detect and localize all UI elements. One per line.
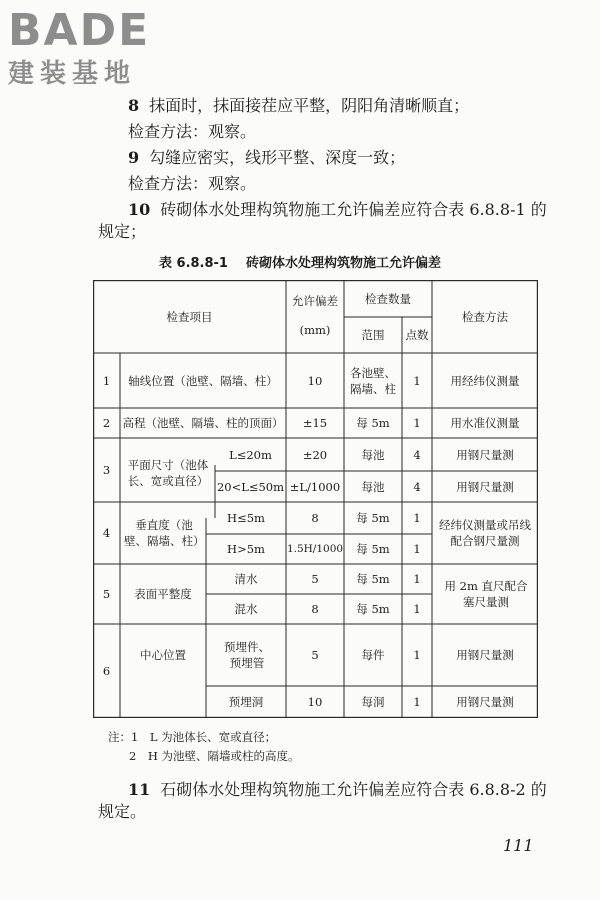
row1-method: 用经纬仪测量 xyxy=(450,373,520,388)
row5-method: 用 2m 直尺配合塞尺量测 xyxy=(444,579,528,609)
page-number: 111 xyxy=(503,836,534,855)
clause-number: 8 xyxy=(128,96,140,115)
header-tolerance: 允许偏差 xyxy=(292,294,338,308)
row3-method1: 用钢尺量测 xyxy=(456,447,514,462)
logo-wordmark: BADE xyxy=(8,5,151,56)
row3-method2: 用钢尺量测 xyxy=(456,479,514,494)
row1-points: 1 xyxy=(413,373,421,388)
row2-no: 2 xyxy=(102,416,111,430)
header-qty: 检查数量 xyxy=(365,291,411,306)
row2-points: 1 xyxy=(413,416,421,430)
row5-range1: 每 5m xyxy=(356,572,390,586)
row4-range1: 每 5m xyxy=(356,511,390,525)
row2-tolerance: ±15 xyxy=(302,416,328,430)
row4-points2: 1 xyxy=(413,542,421,556)
row3-range2: 每池 xyxy=(361,479,385,494)
row4-points1: 1 xyxy=(413,511,421,525)
header-unit: (mm) xyxy=(299,323,331,337)
table-notes xyxy=(108,728,300,766)
table-number: 表 6.8.8-1 xyxy=(159,256,228,271)
clause-11-continued: 规定。 xyxy=(98,802,147,821)
row4-tolerance1: 8 xyxy=(311,511,319,525)
row1-item: 轴线位置（池壁、隔墙、柱） xyxy=(128,373,278,388)
row4-range2: 每 5m xyxy=(356,542,390,556)
row5-tolerance2: 8 xyxy=(311,602,319,616)
clause-text: 抹面时，抹面接茬应平整，阴阳角清晰顺直； xyxy=(149,96,470,115)
row5-sub1: 清水 xyxy=(234,572,258,586)
row1-tolerance: 10 xyxy=(307,373,323,388)
row5-no: 5 xyxy=(102,587,111,601)
row5-points2: 1 xyxy=(413,602,421,616)
row1-range: 各池壁、隔墙、柱 xyxy=(350,365,396,396)
row6-item: 中心位置 xyxy=(140,648,186,662)
row6-points2: 1 xyxy=(413,695,421,709)
row3-points1: 4 xyxy=(413,447,421,462)
clause-number: 9 xyxy=(128,148,140,167)
row3-tolerance1: ±20 xyxy=(302,447,328,462)
row4-sub1: H≤5m xyxy=(227,511,265,525)
clause-10 xyxy=(128,199,547,221)
header-points: 点数 xyxy=(405,328,429,342)
row4-item: 垂直度（池壁、隔墙、柱） xyxy=(124,518,205,548)
row2-range: 每 5m xyxy=(356,416,390,430)
row4-tolerance2: 1.5H/1000 xyxy=(286,543,344,555)
clause-9 xyxy=(128,147,405,169)
clause-number: 10 xyxy=(128,200,151,219)
clause-11 xyxy=(128,779,547,801)
row6-sub1: 预埋件、预埋管 xyxy=(224,640,270,670)
clause-9-method xyxy=(128,173,256,195)
row5-sub2: 混水 xyxy=(234,602,258,616)
clause-text: 砖砌体水处理构筑物施工允许偏差应符合表 6.8.8-1 的 xyxy=(160,200,547,219)
row5-item: 表面平整度 xyxy=(134,587,192,601)
note-2: 2 H 为池壁、隔墙或柱的高度。 xyxy=(129,749,300,763)
row6-method2: 用钢尺量测 xyxy=(456,695,514,709)
row5-points1: 1 xyxy=(413,572,421,586)
bade-logo xyxy=(8,6,150,90)
row3-sub1: L≤20m xyxy=(229,447,272,462)
header-method: 检查方法 xyxy=(462,309,508,324)
clause-number: 11 xyxy=(128,780,151,799)
row5-range2: 每 5m xyxy=(356,602,390,616)
clause-text: 检查方法：观察。 xyxy=(128,174,257,193)
table-title: 砖砌体水处理构筑物施工允许偏差 xyxy=(245,256,441,271)
row2-item: 高程（池壁、隔墙、柱的顶面） xyxy=(122,416,284,430)
logo-subtitle: 建装基地 xyxy=(8,59,137,89)
clause-8 xyxy=(128,95,469,117)
row6-points1: 1 xyxy=(413,648,421,662)
table-caption xyxy=(0,252,600,271)
row4-method: 经纬仪测量或吊线配合钢尺量测 xyxy=(439,518,531,548)
clause-text: 石砌体水处理构筑物施工允许偏差应符合表 6.8.8-2 的 xyxy=(160,780,547,799)
header-item: 检查项目 xyxy=(166,309,213,324)
row6-sub2: 预埋洞 xyxy=(228,695,264,709)
header-range: 范围 xyxy=(361,328,385,342)
row4-sub2: H>5m xyxy=(227,542,265,556)
row6-tolerance2: 10 xyxy=(307,695,323,709)
clause-text: 检查方法：观察。 xyxy=(128,122,257,141)
row3-no: 3 xyxy=(102,463,111,477)
clause-8-method xyxy=(128,121,256,143)
row6-no: 6 xyxy=(102,664,111,678)
row4-no: 4 xyxy=(102,526,111,540)
row1-no: 1 xyxy=(102,373,111,388)
note-1: 注：1 L 为池体长、宽或直径； xyxy=(108,730,277,744)
row6-range2: 每洞 xyxy=(361,695,385,709)
row6-method1: 用钢尺量测 xyxy=(456,648,514,662)
clause-10-continued: 规定； xyxy=(98,222,147,241)
row3-sub2: 20<L≤50m xyxy=(216,479,285,494)
row2-method: 用水准仪测量 xyxy=(450,416,520,430)
row5-tolerance1: 5 xyxy=(311,572,319,586)
tolerance-table xyxy=(93,280,538,718)
row3-points2: 4 xyxy=(413,479,421,494)
row3-tolerance2: ±L/1000 xyxy=(289,479,341,494)
clause-text: 勾缝应密实，线形平整、深度一致； xyxy=(149,148,406,167)
row3-range1: 每池 xyxy=(361,447,385,462)
row6-range1: 每件 xyxy=(361,648,385,662)
row6-tolerance1: 5 xyxy=(311,648,319,662)
row3-item: 平面尺寸（池体长、宽或直径） xyxy=(127,458,209,488)
